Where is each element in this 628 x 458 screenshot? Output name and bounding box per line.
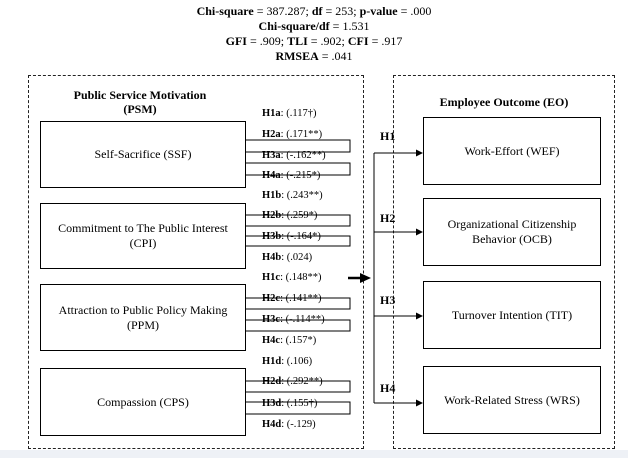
hypothesis-h1b: H1b: (.243**) [262, 190, 323, 201]
hypothesis-h2c: H2c: (.141**) [262, 293, 322, 304]
fit-line-chi-square-df: Chi-square/df = 1.531 [258, 19, 370, 33]
eo-hypothesis-h4-label: H4 [380, 381, 396, 395]
eo-box-wef: Work-Effort (WEF) [423, 117, 601, 185]
bottom-strip [0, 450, 628, 458]
hypothesis-h1a: H1a: (.117†) [262, 108, 317, 119]
eo-group-title: Employee Outcome (EO) [439, 95, 569, 109]
hypothesis-h3b: H3b: (-.164*) [262, 231, 321, 242]
fit-line-rmsea: RMSEA = .041 [275, 49, 353, 63]
psm-group-title: Public Service Motivation (PSM) [73, 88, 207, 116]
hypothesis-h3d: H3d: (.155†) [262, 398, 318, 409]
hypothesis-h4d: H4d: (-.129) [262, 419, 316, 430]
eo-hypothesis-h2-label: H2 [380, 211, 396, 225]
hypothesis-h4b: H4b: (.024) [262, 252, 313, 263]
psm-box-cps: Compassion (CPS) [40, 368, 246, 436]
eo-hypothesis-h3-label: H3 [380, 293, 396, 307]
hypothesis-h2d: H2d: (.292**) [262, 376, 323, 387]
fit-line-chi-square: Chi-square = 387.287; df = 253; p-value = .000 [196, 4, 432, 18]
hypothesis-h4c: H4c: (.157*) [262, 335, 317, 346]
hypothesis-h1c: H1c: (.148**) [262, 272, 322, 283]
hypothesis-h2a: H2a: (.171**) [262, 129, 323, 140]
psm-box-ppm: Attraction to Public Policy Making (PPM) [40, 284, 246, 351]
eo-box-ocb: Organizational Citizenship Behavior (OCB) [423, 198, 601, 266]
hypothesis-h3c: H3c: (-.114**) [262, 314, 325, 325]
hypothesis-h3a: H3a: (-.162**) [262, 150, 326, 161]
eo-hypothesis-h1-label: H1 [380, 129, 396, 143]
hypothesis-h4a: H4a: (-.215*) [262, 170, 321, 181]
psm-box-ssf: Self-Sacrifice (SSF) [40, 121, 246, 188]
psm-box-cpi: Commitment to The Public Interest (CPI) [40, 203, 246, 269]
hypothesis-h1d: H1d: (.106) [262, 356, 313, 367]
eo-box-wrs: Work-Related Stress (WRS) [423, 366, 601, 434]
fit-line-indices: GFI = .909; TLI = .902; CFI = .917 [225, 34, 403, 48]
eo-box-tit: Turnover Intention (TIT) [423, 281, 601, 349]
hypothesis-h2b: H2b: (.259*) [262, 210, 318, 221]
